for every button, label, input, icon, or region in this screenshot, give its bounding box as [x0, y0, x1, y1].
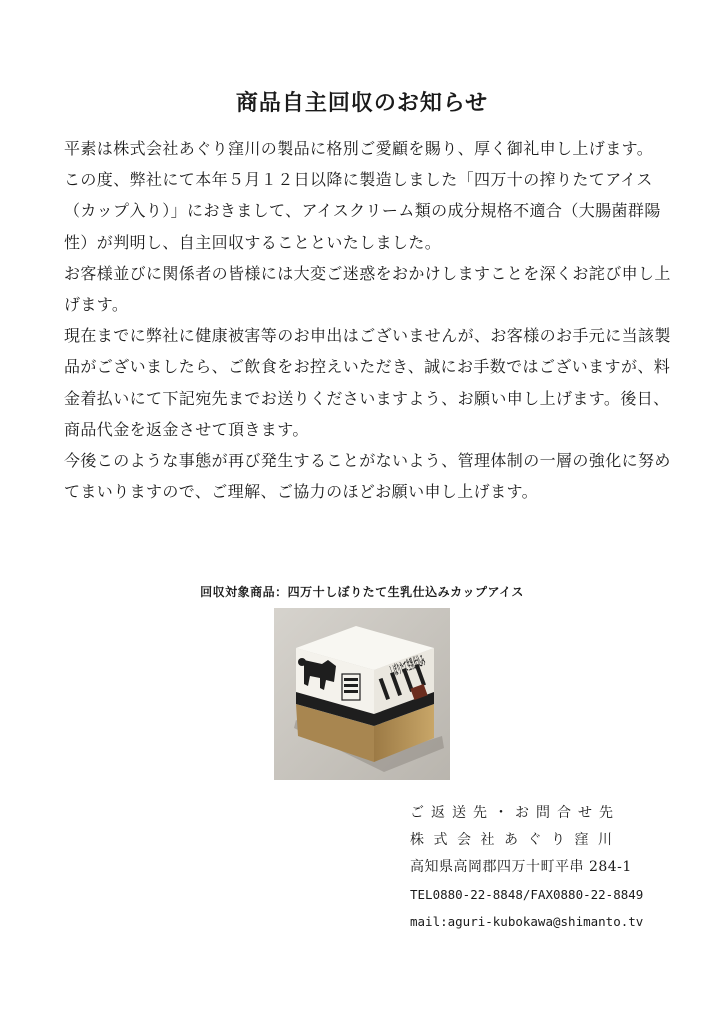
page-title: 商品自主回収のお知らせ [235, 90, 489, 116]
contact-phone-fax: TEL0880-22-8848/FAX0880-22-8849 [410, 887, 644, 902]
contact-block [410, 800, 710, 935]
paragraph-commitment: 今後このような事態が再び発生することがないよう、管理体制の一層の強化に努めてまいりますので、ご理解、ご協力のほどお願い申し上げます。 [64, 451, 671, 502]
contact-company: 株式会社あぐり窪川 [410, 832, 622, 848]
paragraph-recall-reason: この度、弊社にて本年５月１２日以降に製造しました「四万十の搾りたてアイス（カップ入り）」におきまして、アイスクリーム類の成分規格不適合（大腸菌群陽性）が判明し、自主回収することといたしました。 [64, 170, 661, 252]
notice-body [64, 133, 674, 507]
product-photo [274, 608, 516, 780]
paragraph-greeting: 平素は株式会社あぐり窪川の製品に格別ご愛顧を賜り、厚く御礼申し上げます。 [64, 139, 654, 158]
product-caption: 回収対象商品：四万十しぼりたて生乳仕込みカップアイス [200, 585, 524, 599]
paragraph-apology: お客様並びに関係者の皆様には大変ご迷惑をおかけしますことを深くお詫び申し上げます。 [64, 263, 671, 315]
contact-address: 高知県高岡郡四万十町平串 284-1 [410, 859, 632, 875]
contact-email: mail:aguri-kubokawa@shimanto.tv [410, 914, 644, 929]
ice-cream-cup-image [274, 608, 516, 780]
package-label: しぼりたて生乳仕込み [388, 621, 516, 680]
paragraph-return-request: 現在までに弊社に健康被害等のお申出はございませんが、お客様のお手元に当該製品がございましたら、ご飲食をお控えいただき、誠にお手数ではございますが、料金着払いにて下記宛先までお送りくださいますよう、お願い申し上げます。後日、商品代金を返金させて頂きます。 [64, 326, 671, 439]
contact-heading: ご返送先・お問合せ先 [410, 805, 620, 821]
